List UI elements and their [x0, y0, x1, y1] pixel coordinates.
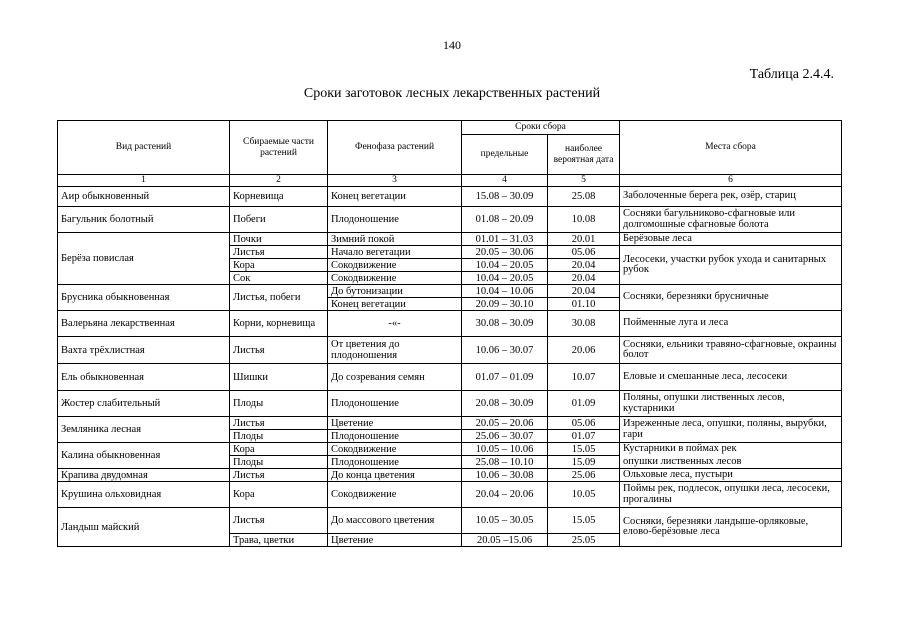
limits-cell: 30.08 – 30.09 [462, 311, 548, 337]
species-cell: Берёза повислая [58, 233, 230, 285]
limits-cell: 10.05 – 30.05 [462, 508, 548, 534]
part-cell: Кора [230, 482, 328, 508]
limits-cell: 20.05 – 20.06 [462, 417, 548, 430]
phase-cell: До конца цветения [328, 469, 462, 482]
place-cell: Сосняки багульниково-сфагновые или долгомошные сфагновые болота [620, 207, 842, 233]
limits-cell: 20.05 – 30.06 [462, 246, 548, 259]
part-cell: Почки [230, 233, 328, 246]
date-cell: 10.08 [548, 207, 620, 233]
date-cell: 20.04 [548, 285, 620, 298]
phase-cell: От цветения до плодоношения [328, 337, 462, 364]
date-cell: 01.07 [548, 430, 620, 443]
place-cell: Изреженные леса, опушки, поляны, вырубки, гари [620, 417, 842, 443]
phase-cell: Сокодвижение [328, 482, 462, 508]
place-cell: Пойменные луга и леса [620, 311, 842, 337]
date-cell: 05.06 [548, 417, 620, 430]
species-cell: Калина обыкновенная [58, 443, 230, 469]
part-cell: Шишки [230, 364, 328, 391]
part-cell: Кора [230, 259, 328, 272]
column-number: 4 [462, 175, 548, 187]
limits-cell: 25.06 – 30.07 [462, 430, 548, 443]
date-cell: 10.05 [548, 482, 620, 508]
part-cell: Листья [230, 508, 328, 534]
date-cell: 20.06 [548, 337, 620, 364]
species-cell: Крушина ольховидная [58, 482, 230, 508]
limits-cell: 25.08 – 10.10 [462, 456, 548, 469]
harvest-table [57, 120, 842, 547]
part-cell: Плоды [230, 430, 328, 443]
phase-cell: Конец вегетации [328, 187, 462, 207]
phase-cell: Зимний покой [328, 233, 462, 246]
phase-cell: До массового цветения [328, 508, 462, 534]
date-cell: 15.09 [548, 456, 620, 469]
species-cell: Валерьяна лекарственная [58, 311, 230, 337]
phase-cell: Цветение [328, 534, 462, 547]
species-cell: Крапива двудомная [58, 469, 230, 482]
table-row [58, 469, 842, 482]
part-cell: Листья [230, 469, 328, 482]
part-cell: Листья, побеги [230, 285, 328, 311]
date-cell: 20.04 [548, 259, 620, 272]
table-row [58, 187, 842, 207]
limits-cell: 01.08 – 20.09 [462, 207, 548, 233]
table-row [58, 364, 842, 391]
part-cell: Листья [230, 417, 328, 430]
page-number: 140 [443, 38, 461, 52]
place-cell: Сосняки, березняки брусничные [620, 285, 842, 311]
place-cell: Поймы рек, подлесок, опушки леса, лесосеки, прогалины [620, 482, 842, 508]
phase-cell: Сокодвижение [328, 443, 462, 456]
limits-cell: 10.04 – 10.06 [462, 285, 548, 298]
header-phenophase: Фенофаза растений [328, 121, 462, 175]
phase-cell: -«- [328, 311, 462, 337]
part-cell: Кора [230, 443, 328, 456]
date-cell: 01.10 [548, 298, 620, 311]
table-row [58, 337, 842, 364]
place-cell: Берёзовые леса [620, 233, 842, 246]
header-likely-date: наиболее вероятная дата [548, 135, 620, 175]
limits-cell: 01.07 – 01.09 [462, 364, 548, 391]
table-row [58, 285, 842, 298]
limits-cell: 15.08 – 30.09 [462, 187, 548, 207]
place-cell: Еловые и смешанные леса, лесосеки [620, 364, 842, 391]
part-cell: Листья [230, 337, 328, 364]
limits-cell: 10.04 – 20.05 [462, 259, 548, 272]
table-row [58, 311, 842, 337]
phase-cell: Плодоношение [328, 430, 462, 443]
species-cell: Багульник болотный [58, 207, 230, 233]
header-timing: Сроки сбора [462, 121, 620, 135]
date-cell: 25.06 [548, 469, 620, 482]
table-row [58, 391, 842, 417]
table-label: Таблица 2.4.4. [749, 67, 834, 82]
column-number: 2 [230, 175, 328, 187]
phase-cell: Сокодвижение [328, 259, 462, 272]
species-cell: Земляника лесная [58, 417, 230, 443]
date-cell: 05.06 [548, 246, 620, 259]
date-cell: 25.05 [548, 534, 620, 547]
limits-cell: 20.05 –15.06 [462, 534, 548, 547]
part-cell: Трава, цветки [230, 534, 328, 547]
phase-cell: Конец вегетации [328, 298, 462, 311]
phase-cell: Начало вегетации [328, 246, 462, 259]
date-cell: 20.01 [548, 233, 620, 246]
species-cell: Ландыш майский [58, 508, 230, 547]
part-cell: Плоды [230, 391, 328, 417]
place-cell: Кустарники в поймах рек [620, 443, 842, 456]
place-cell: Сосняки, ельники травяно-сфагновые, окраины болот [620, 337, 842, 364]
part-cell: Листья [230, 246, 328, 259]
date-cell: 20.04 [548, 272, 620, 285]
species-cell: Ель обыкновенная [58, 364, 230, 391]
phase-cell: Сокодвижение [328, 272, 462, 285]
phase-cell: Цветение [328, 417, 462, 430]
date-cell: 01.09 [548, 391, 620, 417]
limits-cell: 10.06 – 30.07 [462, 337, 548, 364]
phase-cell: До бутонизации [328, 285, 462, 298]
table-row [58, 207, 842, 233]
phase-cell: До созревания семян [328, 364, 462, 391]
species-cell: Жостер слабительный [58, 391, 230, 417]
part-cell: Плоды [230, 456, 328, 469]
table-row [58, 417, 842, 430]
table-row [58, 508, 842, 534]
table-row [58, 482, 842, 508]
table-row [58, 443, 842, 456]
place-cell: Заболоченные берега рек, озёр, стариц [620, 187, 842, 207]
phase-cell: Плодоношение [328, 207, 462, 233]
place-cell: Ольховые леса, пустыри [620, 469, 842, 482]
part-cell: Корневища [230, 187, 328, 207]
column-number: 1 [58, 175, 230, 187]
limits-cell: 01.01 – 31.03 [462, 233, 548, 246]
place-cell: Поляны, опушки лиственных лесов, кустарники [620, 391, 842, 417]
column-number: 5 [548, 175, 620, 187]
species-cell: Вахта трёхлистная [58, 337, 230, 364]
date-cell: 30.08 [548, 311, 620, 337]
date-cell: 25.08 [548, 187, 620, 207]
part-cell: Побеги [230, 207, 328, 233]
phase-cell: Плодоношение [328, 456, 462, 469]
header-places: Места сбора [620, 121, 842, 175]
place-cell: опушки лиственных лесов [620, 456, 842, 469]
species-cell: Брусника обыкновенная [58, 285, 230, 311]
table-row [58, 233, 842, 246]
header-parts: Сбираемые части растений [230, 121, 328, 175]
place-cell: Сосняки, березняки ландыше-орляковые, елово-берёзовые леса [620, 508, 842, 547]
header-limits: предельные [462, 135, 548, 175]
limits-cell: 20.08 – 30.09 [462, 391, 548, 417]
date-cell: 15.05 [548, 508, 620, 534]
species-cell: Аир обыкновенный [58, 187, 230, 207]
date-cell: 10.07 [548, 364, 620, 391]
phase-cell: Плодоношение [328, 391, 462, 417]
part-cell: Сок [230, 272, 328, 285]
part-cell: Корни, корневища [230, 311, 328, 337]
limits-cell: 10.05 – 10.06 [462, 443, 548, 456]
date-cell: 15.05 [548, 443, 620, 456]
place-cell: Лесосеки, участки рубок ухода и санитарных рубок [620, 246, 842, 285]
limits-cell: 10.06 – 30.08 [462, 469, 548, 482]
header-species: Вид растений [58, 121, 230, 175]
table-title: Сроки заготовок лесных лекарственных растений [303, 86, 601, 101]
limits-cell: 20.04 – 20.06 [462, 482, 548, 508]
limits-cell: 20.09 – 30.10 [462, 298, 548, 311]
column-number: 3 [328, 175, 462, 187]
column-number: 6 [620, 175, 842, 187]
limits-cell: 10.04 – 20.05 [462, 272, 548, 285]
